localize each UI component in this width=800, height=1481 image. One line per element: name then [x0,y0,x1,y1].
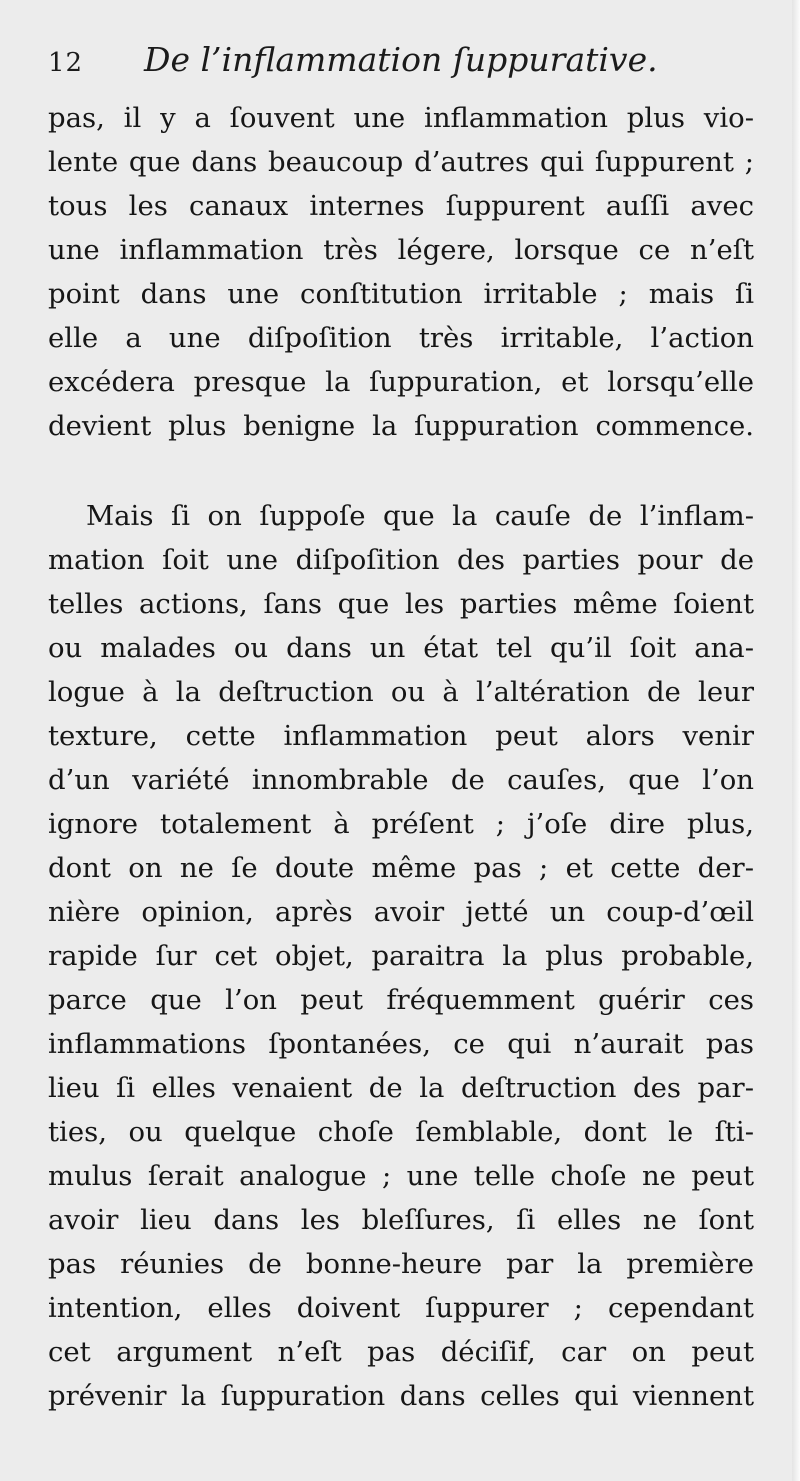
text-line: pas, il y a ſouvent une inflammation plus vio- [48,102,754,134]
text-line: avoir lieu dans les bleſſures, ſi elles ne ſont [48,1204,754,1236]
text-line: lieu ſi elles venaient de la deſtruction des par- [48,1072,754,1104]
text-line: telles actions, ſans que les parties même ſoient [48,588,754,620]
text-line: devient plus benigne la ſuppuration commence. [48,410,754,442]
text-line: mulus ſerait analogue ; une telle choſe ne peut [48,1160,754,1192]
text-line: d’un variété innombrable de cauſes, que l’on [48,764,754,796]
text-line: logue à la deſtruction ou à l’altération de leur [48,676,754,708]
running-head [48,40,680,90]
text-line: dont on ne ſe doute même pas ; et cette der- [48,852,754,884]
text-line: texture, cette inflammation peut alors venir [48,720,754,752]
text-line: rapide ſur cet objet, paraitra la plus probable, [48,940,754,972]
text-line: prévenir la ſuppuration dans celles qui viennent [48,1380,754,1412]
text-line: lente que dans beaucoup d’autres qui ſuppurent ; [48,146,754,178]
text-line: cet argument n’eſt pas déciſif, car on peut [48,1336,754,1368]
text-line: parce que l’on peut fréquemment guérir ces [48,984,754,1016]
text-line: excédera presque la ſuppuration, et lorsqu’elle [48,366,754,398]
text-line: elle a une diſpoſition très irritable, l’action [48,322,754,354]
text-line: tous les canaux internes ſuppurent auſſi avec [48,190,754,222]
page-number: 12 [48,48,84,78]
text-line: mation ſoit une diſpoſition des parties pour de [48,544,754,576]
paragraph-2 [48,494,754,1418]
text-line: une inflammation très légere, lorsque ce n’eſt [48,234,754,266]
running-head-title: De l’inflammation ſuppurative. [144,40,658,79]
text-line: nière opinion, après avoir jetté un coup-d’œil [48,896,754,928]
text-line: intention, elles doivent ſuppurer ; cependant [48,1292,754,1324]
text-line: ou malades ou dans un état tel qu’il ſoit ana- [48,632,754,664]
text-line: ignore totalement à préſent ; j’oſe dire plus, [48,808,754,840]
body-text [48,96,754,1418]
text-line: ties, ou quelque choſe ſemblable, dont le ſti- [48,1116,754,1148]
text-line: point dans une conſtitution irritable ; mais ſi [48,278,754,310]
text-line: Mais ſi on ſuppoſe que la cauſe de l’inflam- [86,500,754,532]
page-edge [792,0,800,1481]
text-line: pas réunies de bonne-heure par la première [48,1248,754,1280]
paragraph-1 [48,96,754,448]
text-line: inflammations ſpontanées, ce qui n’aurait pas [48,1028,754,1060]
